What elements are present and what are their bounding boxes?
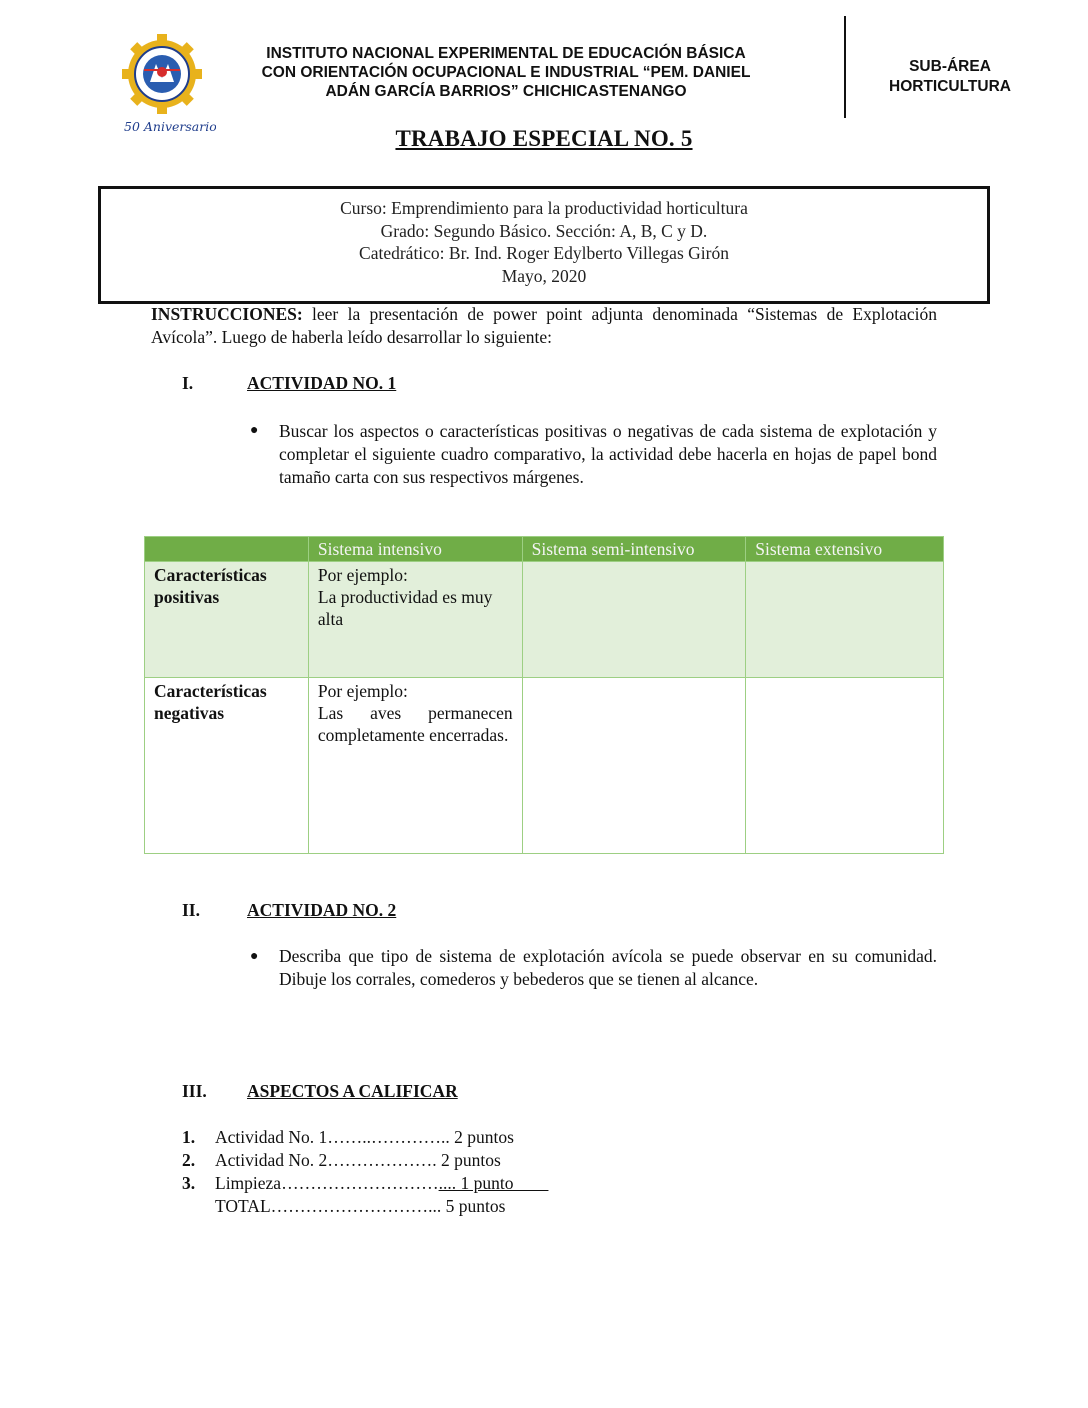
- grading-list: [182, 1126, 548, 1218]
- example-cell: [308, 678, 522, 854]
- list-item: [182, 1149, 548, 1172]
- sub-area-line: SUB-ÁREA: [909, 58, 991, 75]
- sub-area-line: HORTICULTURA: [889, 78, 1011, 95]
- course-info-box: [98, 186, 990, 304]
- row-label-line: negativas: [154, 703, 224, 723]
- institution-name: [200, 44, 812, 101]
- row-label-negative: [145, 678, 309, 854]
- bullet-icon: ●: [250, 949, 259, 964]
- list-number: 1.: [182, 1127, 196, 1147]
- section-2-number: II.: [182, 900, 200, 920]
- list-item: [182, 1126, 548, 1149]
- empty-answer-cell[interactable]: [522, 562, 746, 678]
- row-label-line: Características: [154, 565, 267, 585]
- course-line: Curso: Emprendimiento para la productividad horticultura: [340, 198, 748, 218]
- empty-answer-cell[interactable]: [746, 678, 944, 854]
- list-item: [182, 1172, 548, 1195]
- section-2-title: ACTIVIDAD NO. 2: [247, 900, 397, 920]
- row-label-line: positivas: [154, 587, 220, 607]
- comparison-table: [144, 536, 944, 854]
- list-text: Limpieza………………………: [215, 1173, 439, 1193]
- section-1-title: ACTIVIDAD NO. 1: [247, 373, 397, 393]
- bullet-icon: ●: [250, 423, 259, 438]
- section-3-title: ASPECTOS A CALIFICAR: [247, 1081, 458, 1101]
- row-label-line: Características: [154, 681, 267, 701]
- total-text: TOTAL………………………... 5 puntos: [215, 1196, 506, 1216]
- table-header-cell: Sistema intensivo: [308, 537, 522, 562]
- section-3-number: III.: [182, 1081, 207, 1101]
- example-text: La productividad es muy alta: [317, 587, 493, 629]
- institution-line: CON ORIENTACIÓN OCUPACIONAL E INDUSTRIAL “PEM. DANIEL: [261, 64, 751, 81]
- example-cell: [308, 562, 522, 678]
- instructions-text: leer la presentación de power point adjunta denominada “Sistemas de Explotación Avícola”. Luego de haberla leído desarrollar lo siguiente:: [151, 304, 937, 347]
- section-1-number: I.: [182, 373, 194, 393]
- instructions-paragraph: [151, 303, 937, 349]
- institution-line: ADÁN GARCÍA BARRIOS” CHICHICASTENANGO: [325, 83, 687, 100]
- table-header-cell: Sistema semi-intensivo: [522, 537, 746, 562]
- header-divider: [844, 16, 846, 118]
- list-total: [182, 1195, 548, 1218]
- row-label-positive: [145, 562, 309, 678]
- logo-caption: 50 Aniversario: [124, 119, 216, 134]
- date-line: Mayo, 2020: [501, 265, 587, 286]
- section-1-bullet: Buscar los aspectos o características positivas o negativas de cada sistema de explotación y completar el siguiente cuadro comparativo, la actividad debe hacerla en hojas de papel bond tamaño carta con sus respectivos márgenes.: [279, 421, 937, 487]
- table-header-cell: [145, 537, 309, 562]
- document-title: TRABAJO ESPECIAL NO. 5: [395, 126, 693, 151]
- instructions-label: INSTRUCCIONES:: [151, 304, 303, 324]
- table-row: [145, 562, 944, 678]
- institution-line: INSTITUTO NACIONAL EXPERIMENTAL DE EDUCACIÓN BÁSICA: [266, 45, 746, 62]
- sub-area-label: [862, 57, 1038, 97]
- empty-answer-cell[interactable]: [522, 678, 746, 854]
- list-text-underlined: .... 1 punto: [438, 1173, 549, 1193]
- table-header-row: [145, 537, 944, 562]
- grade-line: Grado: Segundo Básico. Sección: A, B, C y D.: [380, 220, 708, 241]
- list-number: 2.: [182, 1150, 196, 1170]
- table-header-cell: Sistema extensivo: [746, 537, 944, 562]
- teacher-line: Catedrático: Br. Ind. Roger Edylberto Villegas Girón: [359, 243, 729, 263]
- example-text: Las aves permanecen completamente encerradas.: [317, 703, 513, 745]
- example-line: Por ejemplo:: [317, 681, 408, 701]
- list-number: 3.: [182, 1173, 196, 1193]
- example-line: Por ejemplo:: [317, 565, 408, 585]
- table-row: [145, 678, 944, 854]
- list-text: Actividad No. 2………………. 2 puntos: [215, 1150, 501, 1170]
- list-text: Actividad No. 1……..………….. 2 puntos: [215, 1127, 514, 1147]
- section-2-bullet: Describa que tipo de sistema de explotación avícola se puede observar en su comunidad. Dibuje los corrales, comederos y bebederos que se tienen al alcance.: [279, 946, 937, 989]
- empty-answer-cell[interactable]: [746, 562, 944, 678]
